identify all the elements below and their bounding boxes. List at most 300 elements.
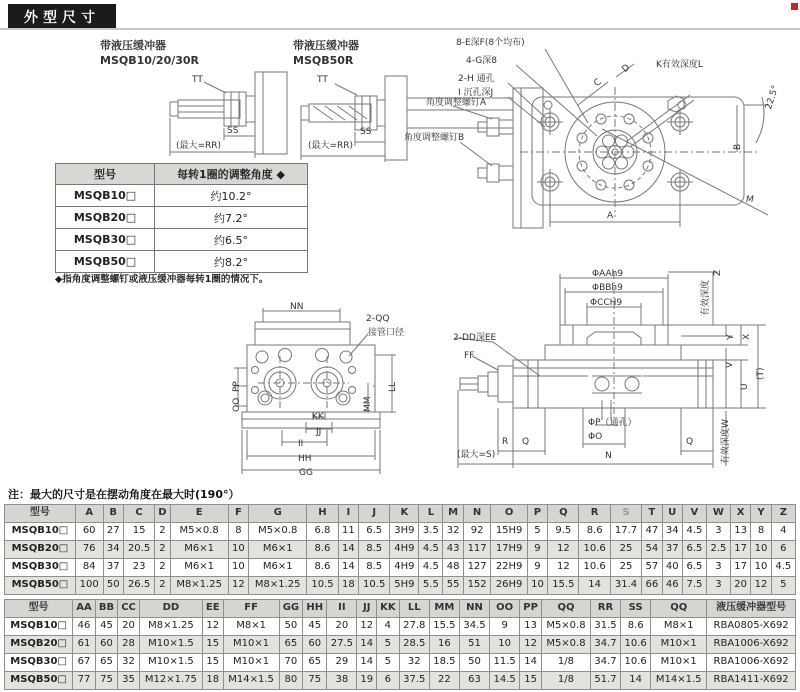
value-cell: 10.5	[359, 577, 390, 595]
value-cell: 22H9	[491, 559, 527, 577]
value-cell: 12	[202, 618, 223, 636]
value-cell: 46	[662, 577, 682, 595]
column-header: U	[662, 505, 682, 523]
value-cell: 17	[730, 541, 750, 559]
value-cell: 100	[75, 577, 103, 595]
value-cell: 8.5	[359, 541, 390, 559]
value-cell: 6.8	[307, 523, 338, 541]
rod1-caption: 带液压缓冲器	[100, 39, 166, 52]
value-cell: 14	[357, 654, 377, 672]
value-cell: 4H9	[390, 559, 419, 577]
column-header: MM	[429, 600, 459, 618]
value-cell: 3.5	[419, 523, 443, 541]
value-cell: 37	[662, 541, 682, 559]
section-dim-p: ΦP（通孔）	[588, 418, 637, 428]
column-header: K	[390, 505, 419, 523]
value-cell: 40	[662, 559, 682, 577]
column-header: D	[155, 505, 170, 523]
value-cell: 8	[751, 523, 771, 541]
column-header: J	[359, 505, 390, 523]
value-cell: 45	[303, 618, 327, 636]
front-dim-hh: HH	[298, 454, 312, 464]
value-cell: 17	[730, 559, 750, 577]
value-cell: 1/8	[541, 672, 590, 690]
value-cell: 10.5	[307, 577, 338, 595]
front-dim-ll: LL	[388, 381, 398, 392]
value-cell: 2	[155, 559, 170, 577]
value-cell: 31.5	[590, 618, 620, 636]
value-cell: 32	[443, 523, 463, 541]
flange-4g-label: 4-G深8	[466, 56, 498, 66]
front-dim-pp: PP	[232, 381, 242, 392]
value-cell: 34	[662, 523, 682, 541]
column-header: HH	[303, 600, 327, 618]
value-cell: 9	[527, 541, 547, 559]
value-cell: 84	[75, 559, 103, 577]
angle-table	[55, 163, 308, 273]
column-header: T	[642, 505, 662, 523]
column-header: OO	[490, 600, 520, 618]
table-row	[56, 251, 308, 273]
value-cell: 34	[103, 541, 123, 559]
section-dim-q2: Q	[686, 437, 694, 447]
value-cell: 13	[730, 523, 750, 541]
section-dim-x: X	[742, 333, 752, 340]
value-cell: 约6.5°	[155, 229, 308, 251]
column-header: 每转1圈的调整角度 ◆	[155, 164, 308, 185]
model-cell: MSQB10□	[56, 185, 155, 207]
value-cell: M6×1	[170, 541, 228, 559]
section-dim-aa: ΦAAh9	[592, 269, 624, 279]
value-cell: 20	[730, 577, 750, 595]
flange-dim-d: D	[620, 62, 633, 75]
value-cell: 51	[459, 636, 489, 654]
value-cell: 10	[751, 559, 771, 577]
value-cell: 8.6	[621, 618, 651, 636]
value-cell: 25	[610, 559, 641, 577]
value-cell: 14.5	[490, 672, 520, 690]
value-cell: 4	[377, 618, 400, 636]
column-header-model: 型号	[5, 505, 76, 523]
value-cell: 31.4	[610, 577, 641, 595]
body-section-view	[448, 268, 800, 475]
value-cell: 4.5	[419, 541, 443, 559]
section-dim-bb: ΦBBh9	[592, 283, 623, 293]
value-cell: 37.5	[399, 672, 429, 690]
value-cell: 57	[642, 559, 662, 577]
value-cell: 26.5	[123, 577, 154, 595]
value-cell: 6	[771, 541, 795, 559]
rod2-caption: 带液压缓冲器	[293, 39, 359, 52]
flange-i-label: I 沉孔深J	[458, 88, 494, 98]
value-cell: 76	[75, 541, 103, 559]
column-header: X	[730, 505, 750, 523]
value-cell: 127	[463, 559, 491, 577]
value-cell: 14	[579, 577, 610, 595]
value-cell: 6.5	[682, 541, 706, 559]
value-cell: 4.5	[419, 559, 443, 577]
value-cell: 6	[377, 672, 400, 690]
column-header: Y	[751, 505, 771, 523]
column-header: N	[463, 505, 491, 523]
front-port-caption: 接管口径	[368, 328, 405, 338]
section-dim-t: (T)	[756, 367, 766, 380]
rod1-tt-label: TT	[192, 75, 203, 85]
value-cell: 35	[118, 672, 140, 690]
value-cell: 10.6	[621, 636, 651, 654]
front-dim-kk: KK	[312, 412, 324, 422]
value-cell: 约8.2°	[155, 251, 308, 273]
table-row	[5, 523, 796, 541]
value-cell: 7.5	[682, 577, 706, 595]
front-dim-nn: NN	[290, 302, 304, 312]
body-front-view	[228, 298, 413, 480]
value-cell: M10×1.5	[139, 636, 202, 654]
value-cell: 46	[73, 618, 96, 636]
value-cell: 约7.2°	[155, 207, 308, 229]
value-cell: 29	[327, 654, 357, 672]
model-cell: MSQB10□	[5, 523, 76, 541]
column-header: EE	[202, 600, 223, 618]
rod2-tt-label: TT	[317, 75, 328, 85]
value-cell: 70	[279, 654, 303, 672]
value-cell: 3	[706, 559, 730, 577]
dimension-note: 注：最大的尺寸是在摆动角度在最大时(190°）	[8, 488, 240, 501]
value-cell: 14	[621, 672, 651, 690]
column-header: JJ	[357, 600, 377, 618]
column-header: R	[579, 505, 610, 523]
value-cell: 9	[527, 559, 547, 577]
value-cell: 117	[463, 541, 491, 559]
column-header: S	[610, 505, 641, 523]
column-header: QQ	[541, 600, 590, 618]
section-dim-o: ΦO	[588, 432, 603, 442]
value-cell: M14×1.5	[223, 672, 279, 690]
column-header-model: 型号	[56, 164, 155, 185]
section-dim-r: R	[502, 437, 509, 447]
value-cell: 13	[520, 618, 542, 636]
value-cell: RBA1411-X692	[707, 672, 796, 690]
model-cell: MSQB50□	[5, 672, 73, 690]
column-header: C	[123, 505, 154, 523]
value-cell: 16	[429, 636, 459, 654]
front-dim-oo: OO	[232, 397, 242, 412]
value-cell: 17H9	[491, 541, 527, 559]
value-cell: 15H9	[491, 523, 527, 541]
value-cell: M8×1.25	[170, 577, 228, 595]
section-dim-v: V	[725, 361, 735, 368]
column-header: PP	[520, 600, 542, 618]
value-cell: 54	[642, 541, 662, 559]
value-cell: M8×1.25	[249, 577, 307, 595]
table-row	[56, 207, 308, 229]
model-cell: MSQB30□	[5, 559, 76, 577]
column-header: H	[307, 505, 338, 523]
section-depth-w-label: 有效深度W	[721, 419, 731, 464]
value-cell: 27	[103, 523, 123, 541]
column-header: FF	[223, 600, 279, 618]
value-cell: RBA0805-X692	[707, 618, 796, 636]
column-header-model: 型号	[5, 600, 73, 618]
value-cell: 28	[118, 636, 140, 654]
value-cell: 10	[527, 577, 547, 595]
value-cell: 47	[642, 523, 662, 541]
model-cell: MSQB20□	[5, 541, 76, 559]
rod1-rrmax-label: (最大=RR)	[176, 141, 222, 151]
value-cell: 28.5	[399, 636, 429, 654]
column-header: AA	[73, 600, 96, 618]
table-row	[5, 618, 796, 636]
section-dim-n: N	[605, 451, 612, 461]
value-cell: 2.5	[706, 541, 730, 559]
value-cell: 15.5	[548, 577, 579, 595]
value-cell: 34.7	[590, 654, 620, 672]
value-cell: 27.8	[399, 618, 429, 636]
value-cell: RBA1006-X692	[707, 654, 796, 672]
column-header: E	[170, 505, 228, 523]
column-header: Z	[771, 505, 795, 523]
value-cell: 65	[279, 636, 303, 654]
value-cell: M8×1	[651, 618, 707, 636]
value-cell: 38	[327, 672, 357, 690]
model-cell: MSQB20□	[56, 207, 155, 229]
flange-dim-a: A	[607, 211, 614, 221]
value-cell: 10.6	[579, 559, 610, 577]
value-cell: 6.5	[682, 559, 706, 577]
value-cell: 18.5	[429, 654, 459, 672]
table-row	[5, 577, 796, 595]
value-cell: 23	[123, 559, 154, 577]
value-cell: 5	[377, 654, 400, 672]
value-cell: M10×1	[651, 654, 707, 672]
column-header: BB	[95, 600, 117, 618]
angle-table-footnote: ◆指角度调整螺钉或液压缓冲器每转1圈的情况下。	[55, 274, 269, 285]
value-cell: 14	[338, 541, 358, 559]
value-cell: 34.5	[459, 618, 489, 636]
value-cell: 65	[303, 654, 327, 672]
value-cell: 3H9	[390, 523, 419, 541]
table-row	[56, 229, 308, 251]
front-port-label: 2-QQ	[366, 314, 390, 324]
value-cell: 50	[103, 577, 123, 595]
value-cell: 5.5	[419, 577, 443, 595]
value-cell: 15	[123, 523, 154, 541]
value-cell: 15	[202, 636, 223, 654]
column-header: RR	[590, 600, 620, 618]
column-header: I	[338, 505, 358, 523]
value-cell: 25	[610, 541, 641, 559]
value-cell: M10×1.5	[139, 654, 202, 672]
value-cell: 8.6	[307, 559, 338, 577]
rod2-ss-label: SS	[360, 127, 372, 137]
value-cell: 20	[327, 618, 357, 636]
value-cell: 9.5	[548, 523, 579, 541]
value-cell: 8.6	[579, 523, 610, 541]
value-cell: 63	[459, 672, 489, 690]
value-cell: M5×0.8	[541, 618, 590, 636]
dimension-table-1	[4, 504, 796, 595]
section-dim-cc: ΦCCH9	[590, 298, 623, 308]
front-dim-ii: II	[298, 439, 304, 449]
value-cell: M8×1	[223, 618, 279, 636]
value-cell: 8.6	[307, 541, 338, 559]
value-cell: 66	[642, 577, 662, 595]
flange-dim-b: B	[733, 143, 743, 150]
value-cell: 18	[338, 577, 358, 595]
column-header: 液压缓冲器型号	[707, 600, 796, 618]
angle-screw-a-label: 角度调整螺钉A	[426, 98, 487, 108]
value-cell: M5×0.8	[170, 523, 228, 541]
column-header: DD	[139, 600, 202, 618]
value-cell: 10	[490, 636, 520, 654]
value-cell: 14	[520, 654, 542, 672]
value-cell: M6×1	[249, 541, 307, 559]
flange-dim-c: C	[592, 77, 604, 89]
value-cell: 77	[73, 672, 96, 690]
value-cell: 8.5	[359, 559, 390, 577]
value-cell: M14×1.5	[651, 672, 707, 690]
column-header: A	[75, 505, 103, 523]
table-row	[56, 185, 308, 207]
value-cell: M5×0.8	[541, 636, 590, 654]
model-cell: MSQB30□	[56, 229, 155, 251]
value-cell: 20	[118, 618, 140, 636]
value-cell: 12	[548, 541, 579, 559]
value-cell: 5	[377, 636, 400, 654]
value-cell: M6×1	[249, 559, 307, 577]
value-cell: 60	[75, 523, 103, 541]
value-cell: M12×1.75	[139, 672, 202, 690]
value-cell: 37	[103, 559, 123, 577]
value-cell: 75	[303, 672, 327, 690]
model-cell: MSQB30□	[5, 654, 73, 672]
value-cell: M10×1	[223, 636, 279, 654]
column-header: M	[443, 505, 463, 523]
value-cell: M6×1	[170, 559, 228, 577]
column-header: W	[706, 505, 730, 523]
column-header: QQ	[651, 600, 707, 618]
value-cell: 50	[459, 654, 489, 672]
value-cell: 10	[228, 541, 248, 559]
column-header: II	[327, 600, 357, 618]
value-cell: 18	[202, 672, 223, 690]
model-cell: MSQB50□	[56, 251, 155, 273]
value-cell: 45	[95, 618, 117, 636]
value-cell: 12	[228, 577, 248, 595]
value-cell: RBA1006-X692	[707, 636, 796, 654]
value-cell: 43	[443, 541, 463, 559]
column-header: SS	[621, 600, 651, 618]
table-row	[5, 672, 796, 690]
model-cell: MSQB20□	[5, 636, 73, 654]
value-cell: 60	[95, 636, 117, 654]
section-smax-label: (最大=S)	[457, 450, 496, 460]
value-cell: 11	[338, 523, 358, 541]
front-dim-jj: JJ	[316, 427, 322, 437]
section-dim-u: U	[740, 383, 750, 390]
column-header: G	[249, 505, 307, 523]
value-cell: 61	[73, 636, 96, 654]
value-cell: 12	[751, 577, 771, 595]
column-header: CC	[118, 600, 140, 618]
value-cell: 75	[95, 672, 117, 690]
value-cell: 10.6	[579, 541, 610, 559]
model-cell: MSQB10□	[5, 618, 73, 636]
value-cell: 12	[357, 618, 377, 636]
value-cell: 6.5	[359, 523, 390, 541]
section-depth-z-label: 有效深度	[701, 279, 711, 316]
table-row	[5, 654, 796, 672]
section-ddee-label: 2-DD深EE	[453, 333, 497, 343]
value-cell: 14	[357, 636, 377, 654]
column-header: P	[527, 505, 547, 523]
value-cell: 80	[279, 672, 303, 690]
column-header: NN	[459, 600, 489, 618]
value-cell: 19	[357, 672, 377, 690]
column-header: F	[228, 505, 248, 523]
value-cell: 1/8	[541, 654, 590, 672]
value-cell: 5	[771, 577, 795, 595]
value-cell: 92	[463, 523, 491, 541]
value-cell: 12	[548, 559, 579, 577]
column-header: V	[682, 505, 706, 523]
value-cell: 4.5	[771, 559, 795, 577]
value-cell: 10.6	[621, 654, 651, 672]
section-dim-q1: Q	[522, 437, 530, 447]
column-header: KK	[377, 600, 400, 618]
value-cell: 48	[443, 559, 463, 577]
angle-screw-b-label: 角度调整螺钉B	[404, 133, 465, 143]
value-cell: 15	[202, 654, 223, 672]
column-header: L	[419, 505, 443, 523]
value-cell: 10	[751, 541, 771, 559]
flange-dim-k: K有效深度L	[656, 60, 703, 70]
value-cell: 10	[228, 559, 248, 577]
value-cell: 34.7	[590, 636, 620, 654]
page-title: 外型尺寸	[8, 4, 116, 30]
value-cell: 55	[443, 577, 463, 595]
value-cell: 32	[118, 654, 140, 672]
value-cell: 152	[463, 577, 491, 595]
rod1-ss-label: SS	[227, 126, 239, 136]
value-cell: 32	[399, 654, 429, 672]
rod2-rrmax-label: (最大=RR)	[308, 141, 354, 151]
flange-8e-label: 8-E深F(8个均布)	[456, 38, 525, 48]
front-dim-mm: MM	[363, 396, 373, 412]
value-cell: 27.5	[327, 636, 357, 654]
section-dim-z: Z	[713, 269, 723, 276]
value-cell: 4.5	[682, 523, 706, 541]
value-cell: 51.7	[590, 672, 620, 690]
column-header: B	[103, 505, 123, 523]
value-cell: 50	[279, 618, 303, 636]
front-dim-gg: GG	[299, 468, 313, 478]
table-row	[5, 559, 796, 577]
value-cell: 4	[771, 523, 795, 541]
column-header: O	[491, 505, 527, 523]
value-cell: 11.5	[490, 654, 520, 672]
value-cell: 2	[155, 541, 170, 559]
value-cell: M8×1.25	[139, 618, 202, 636]
value-cell: 约10.2°	[155, 185, 308, 207]
value-cell: 17.7	[610, 523, 641, 541]
value-cell: 15	[520, 672, 542, 690]
value-cell: 22	[429, 672, 459, 690]
column-header: Q	[548, 505, 579, 523]
value-cell: M10×1	[651, 636, 707, 654]
section-dim-y: Y	[726, 334, 736, 340]
value-cell: 20.5	[123, 541, 154, 559]
